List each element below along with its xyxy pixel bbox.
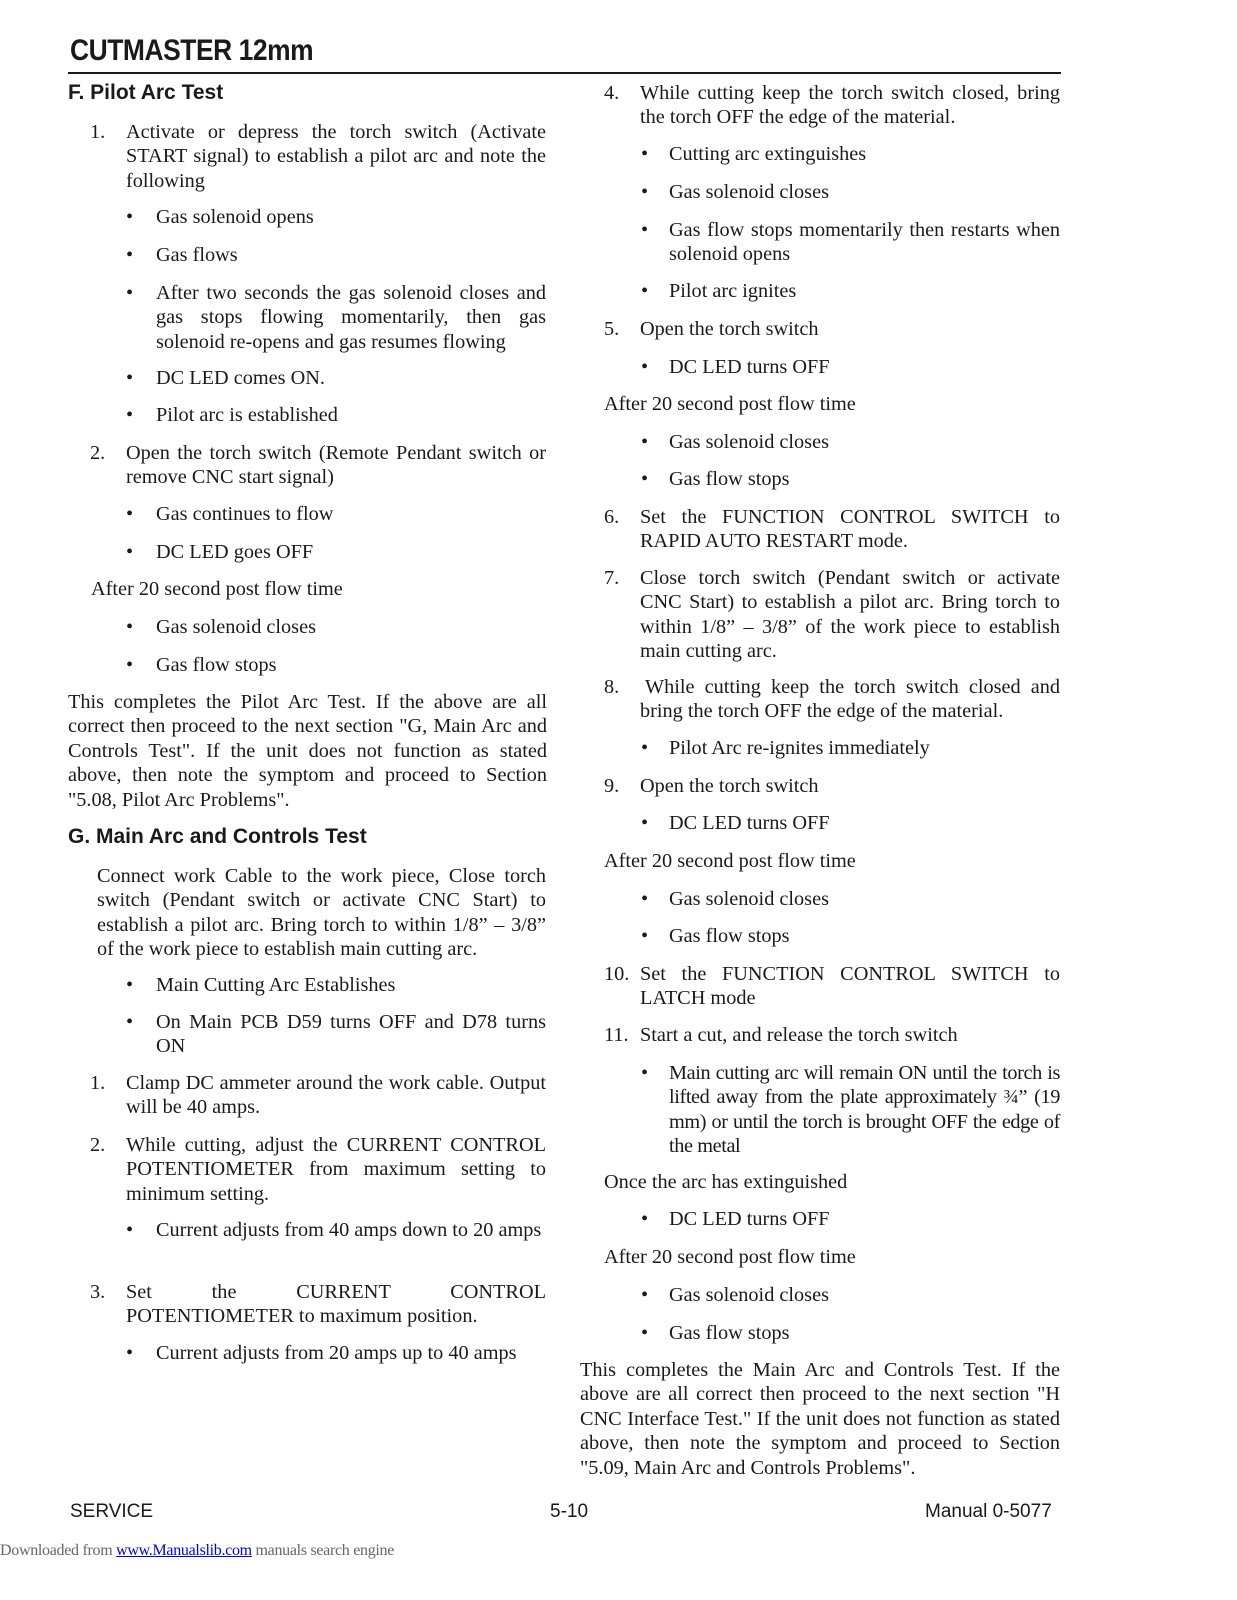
step-number: 8. bbox=[604, 676, 620, 698]
bullet-icon: • bbox=[126, 404, 134, 426]
bullet-item: Gas flow stops momentarily then restarts when solenoid opens bbox=[669, 219, 1060, 266]
bullet-icon: • bbox=[641, 737, 649, 759]
bullet-item: Pilot Arc re-ignites immediately bbox=[669, 737, 930, 759]
bullet-icon: • bbox=[126, 1342, 134, 1364]
bullet-item: Current adjusts from 20 amps up to 40 amps bbox=[156, 1342, 517, 1364]
step-number: 1. bbox=[90, 121, 106, 143]
step-text: While cutting keep the torch switch closed and bring the torch OFF the edge of the material. bbox=[640, 676, 1060, 723]
step-text: While cutting, adjust the CURRENT CONTROL POTENTIOMETER from maximum setting to minimum setting. bbox=[126, 1134, 546, 1205]
step-text: Close torch switch (Pendant switch or activate CNC Start) to establish a pilot arc. Bring torch to within 1/8” – 3/8” of the work piece to establish main cutting arc. bbox=[640, 567, 1060, 663]
step-text: Open the torch switch bbox=[640, 318, 819, 340]
step-number: 2. bbox=[90, 442, 106, 464]
post-flow-note: After 20 second post flow time bbox=[91, 578, 343, 600]
step-text: Set the CURRENT CONTROL POTENTIOMETER to maximum position. bbox=[126, 1281, 546, 1328]
step-number: 10. bbox=[604, 963, 630, 985]
bullet-icon: • bbox=[126, 1011, 134, 1033]
bullet-icon: • bbox=[126, 541, 134, 563]
step-number: 1. bbox=[90, 1072, 106, 1094]
bullet-icon: • bbox=[641, 1284, 649, 1306]
step-number: 5. bbox=[604, 318, 620, 340]
bullet-icon: • bbox=[641, 431, 649, 453]
post-flow-note: After 20 second post flow time bbox=[604, 1246, 856, 1268]
step-number: 2. bbox=[90, 1134, 106, 1156]
bullet-icon: • bbox=[641, 356, 649, 378]
bullet-item: Gas solenoid closes bbox=[669, 181, 829, 203]
extinguished-note: Once the arc has extinguished bbox=[604, 1171, 848, 1193]
manualslib-link[interactable]: www.Manualslib.com bbox=[116, 1542, 252, 1559]
step-text: Clamp DC ammeter around the work cable. Output will be 40 amps. bbox=[126, 1072, 546, 1119]
bullet-item: Gas flow stops bbox=[669, 925, 790, 947]
footer-manual-number: Manual 0-5077 bbox=[925, 1501, 1052, 1522]
bullet-icon: • bbox=[126, 503, 134, 525]
bullet-item: Gas flow stops bbox=[156, 654, 277, 676]
bullet-icon: • bbox=[126, 244, 134, 266]
main-arc-conclusion: This completes the Main Arc and Controls Test. If the above are all correct then proceed to the next section "H CNC Interface Test." If the unit does not function as stated above, then note the symptom and proceed to Section "5.09, Main Arc and Controls Problems". bbox=[580, 1359, 1060, 1479]
bullet-icon: • bbox=[641, 812, 649, 834]
bullet-icon: • bbox=[641, 219, 649, 241]
bullet-icon: • bbox=[126, 367, 134, 389]
bullet-icon: • bbox=[126, 282, 134, 304]
footer-page-number: 5-10 bbox=[550, 1501, 589, 1522]
bullet-icon: • bbox=[641, 1062, 649, 1084]
bullet-icon: • bbox=[126, 616, 134, 638]
bullet-icon: • bbox=[641, 888, 649, 910]
bullet-icon: • bbox=[641, 181, 649, 203]
bullet-icon: • bbox=[641, 468, 649, 490]
bullet-icon: • bbox=[641, 1322, 649, 1344]
download-prefix: Downloaded from bbox=[0, 1542, 117, 1559]
bullet-item: DC LED comes ON. bbox=[156, 367, 325, 389]
bullet-item: Current adjusts from 40 amps down to 20 amps bbox=[156, 1219, 542, 1241]
document-title: CUTMASTER 12mm bbox=[70, 34, 314, 67]
step-number: 6. bbox=[604, 506, 620, 528]
bullet-item: Gas solenoid opens bbox=[156, 206, 314, 228]
step-text: Activate or depress the torch switch (Activate START signal) to establish a pilot arc and note the following bbox=[126, 121, 546, 192]
bullet-item: Gas solenoid closes bbox=[669, 431, 829, 453]
download-notice bbox=[0, 1542, 394, 1560]
bullet-item: Pilot arc ignites bbox=[669, 280, 797, 302]
bullet-icon: • bbox=[641, 925, 649, 947]
bullet-icon: • bbox=[126, 974, 134, 996]
bullet-item: Gas flow stops bbox=[669, 468, 790, 490]
main-arc-intro: Connect work Cable to the work piece, Close torch switch (Pendant switch or activate CNC Start) to establish a pilot arc. Bring torch to within 1/8” – 3/8” of the work piece to establish main cutting arc. bbox=[97, 865, 546, 961]
bullet-item: Gas solenoid closes bbox=[669, 888, 829, 910]
bullet-icon: • bbox=[641, 143, 649, 165]
bullet-item: DC LED turns OFF bbox=[669, 356, 830, 378]
step-number: 4. bbox=[604, 82, 620, 104]
header-rule bbox=[68, 72, 1061, 74]
post-flow-note: After 20 second post flow time bbox=[604, 850, 856, 872]
bullet-item: Cutting arc extinguishes bbox=[669, 143, 867, 165]
download-suffix: manuals search engine bbox=[251, 1542, 395, 1559]
step-text: While cutting keep the torch switch closed, bring the torch OFF the edge of the material. bbox=[640, 82, 1060, 129]
step-number: 7. bbox=[604, 567, 620, 589]
post-flow-note: After 20 second post flow time bbox=[604, 393, 856, 415]
section-heading-g: G. Main Arc and Controls Test bbox=[68, 825, 367, 848]
bullet-icon: • bbox=[126, 206, 134, 228]
step-text: Set the FUNCTION CONTROL SWITCH to RAPID AUTO RESTART mode. bbox=[640, 506, 1060, 553]
bullet-icon: • bbox=[126, 654, 134, 676]
bullet-item: DC LED goes OFF bbox=[156, 541, 314, 563]
step-number: 11. bbox=[604, 1024, 629, 1046]
bullet-item: Pilot arc is established bbox=[156, 404, 338, 426]
bullet-item: Main cutting arc will remain ON until the torch is lifted away from the plate approximately ¾” (19 mm) or until the torch is brought OFF the edge of the metal bbox=[669, 1062, 1060, 1158]
bullet-item: After two seconds the gas solenoid closes and gas stops flowing momentarily, then gas solenoid re-opens and gas resumes flowing bbox=[156, 282, 546, 353]
section-heading-f: F. Pilot Arc Test bbox=[68, 81, 224, 104]
bullet-item: On Main PCB D59 turns OFF and D78 turns ON bbox=[156, 1011, 546, 1058]
bullet-icon: • bbox=[126, 1219, 134, 1241]
step-number: 9. bbox=[604, 775, 620, 797]
pilot-arc-conclusion: This completes the Pilot Arc Test. If the above are all correct then proceed to the next section "G, Main Arc and Controls Test". If the unit does not function as stated above, then note the symptom and proceed to Section "5.08, Pilot Arc Problems". bbox=[68, 691, 547, 811]
bullet-item: Main Cutting Arc Establishes bbox=[156, 974, 396, 996]
bullet-icon: • bbox=[641, 280, 649, 302]
bullet-item: Gas solenoid closes bbox=[156, 616, 316, 638]
footer-section-label: SERVICE bbox=[70, 1501, 154, 1522]
step-number: 3. bbox=[90, 1281, 106, 1303]
step-text: Open the torch switch bbox=[640, 775, 819, 797]
bullet-item: Gas flow stops bbox=[669, 1322, 790, 1344]
bullet-item: DC LED turns OFF bbox=[669, 1208, 830, 1230]
bullet-item: Gas flows bbox=[156, 244, 238, 266]
bullet-item: Gas solenoid closes bbox=[669, 1284, 829, 1306]
step-text: Open the torch switch (Remote Pendant switch or remove CNC start signal) bbox=[126, 442, 546, 489]
step-text: Start a cut, and release the torch switch bbox=[640, 1024, 958, 1046]
step-text: Set the FUNCTION CONTROL SWITCH to LATCH mode bbox=[640, 963, 1060, 1010]
bullet-item: DC LED turns OFF bbox=[669, 812, 830, 834]
bullet-icon: • bbox=[641, 1208, 649, 1230]
bullet-item: Gas continues to flow bbox=[156, 503, 334, 525]
